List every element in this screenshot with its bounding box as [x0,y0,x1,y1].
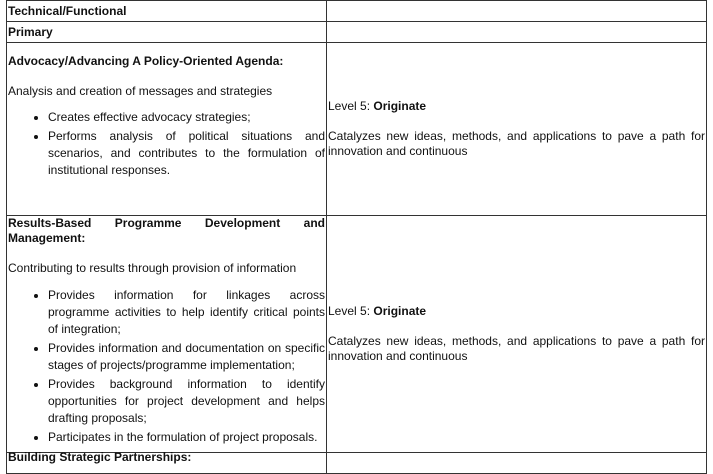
table-row [7,453,707,474]
competency-cell [7,216,327,453]
proficiency-level [328,99,705,114]
competency-cell [7,43,327,216]
list-item: • Provides information and documentation on specific stages of projects/programme implementation; [48,340,325,374]
competency-title: Building Strategic Partnerships: [8,450,192,464]
level-name: Originate [373,99,427,113]
proficiency-cell [327,216,707,453]
level-description: Catalyzes new ideas, methods, and applications to pave a path for innovation and continuous [328,334,705,363]
competency-subtitle: Analysis and creation of messages and strategies [8,84,273,98]
level-prefix: Level 5: [328,304,374,318]
table-row [7,216,707,453]
table-row [7,22,707,43]
empty-cell [327,1,707,22]
competency-table [6,0,707,474]
level-prefix: Level 5: [328,99,374,113]
competency-subtitle: Contributing to results through provision of information [8,261,297,275]
proficiency-level [328,304,705,319]
competency-title: Results-Based Programme Development and Management: [8,216,325,245]
list-item: • Performs analysis of political situations and scenarios, and contributes to the formulation of institutional responses. [48,128,325,179]
level-name: Originate [373,304,427,318]
table-row [7,1,707,22]
list-item: • Creates effective advocacy strategies; [48,109,325,126]
bullet-list [8,109,325,179]
level-description: Catalyzes new ideas, methods, and applications to pave a path for innovation and continuous [328,129,705,158]
proficiency-cell [327,453,707,474]
bullet-list [8,287,325,446]
list-item: • Provides background information to identify opportunities for project development and helps drafting proposals; [48,376,325,427]
proficiency-cell [327,43,707,216]
list-item: • Provides information for linkages across programme activities to help identify critical points of integration; [48,287,325,338]
category-cell: Technical/Functional [7,1,327,22]
level-cell: Primary [7,22,327,43]
competency-cell [7,450,327,474]
list-item: • Participates in the formulation of project proposals. [48,429,325,446]
empty-cell [327,22,707,43]
competency-title: Advocacy/Advancing A Policy-Oriented Agenda: [8,54,284,68]
table-row [7,43,707,216]
